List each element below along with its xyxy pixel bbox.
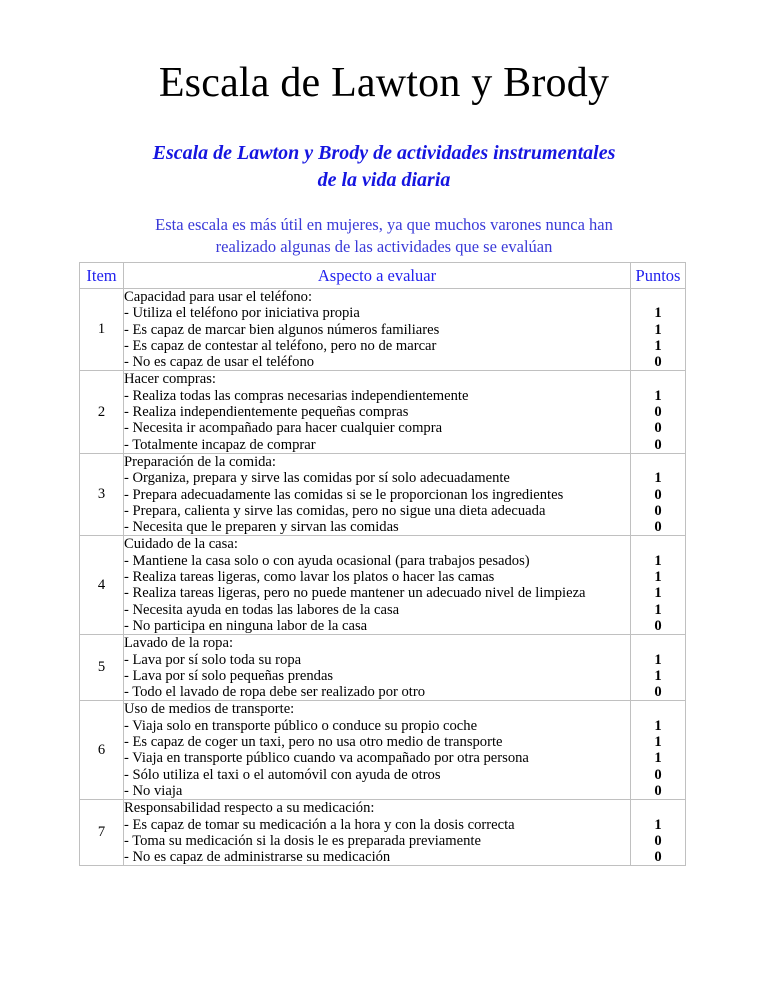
table-row [80, 371, 686, 453]
aspect-option: - Mantiene la casa solo o con ayuda ocasional (para trabajos pesados) [124, 552, 530, 569]
aspect-heading: Capacidad para usar el teléfono: [124, 289, 313, 305]
aspect-option: - Organiza, prepara y sirve las comidas por sí solo adecuadamente [124, 470, 510, 487]
aspect-cell [124, 701, 631, 800]
table-row [80, 635, 686, 701]
aspect-option: - No es capaz de administrarse su medicación [124, 849, 391, 866]
document-note: Esta escala es más útil en mujeres, ya que muchos varones nunca han realizado algunas de las actividades que se evalúan [155, 215, 613, 256]
aspect-option: - Lava por sí solo toda su ropa [124, 651, 302, 668]
point-value: 1 [654, 337, 662, 354]
aspect-option: - Es capaz de marcar bien algunos números familiares [124, 321, 440, 338]
aspect-option: - Es capaz de coger un taxi, pero no usa otro medio de transporte [124, 734, 503, 751]
point-value: 0 [654, 519, 662, 536]
point-value: 1 [654, 667, 662, 684]
points-cell [631, 371, 686, 453]
point-value: 0 [654, 832, 662, 849]
aspect-option: - Viaja en transporte público cuando va acompañado por otra persona [124, 750, 529, 767]
point-value: 1 [654, 321, 662, 338]
aspect-cell [124, 800, 631, 866]
aspect-option: - Realiza tareas ligeras, pero no puede mantener un adecuado nivel de limpieza [124, 585, 586, 602]
document-subtitle: Escala de Lawton y Brody de actividades instrumentales de la vida diaria [152, 142, 616, 192]
point-value: 0 [654, 502, 662, 519]
table-header [80, 263, 686, 289]
point-value: 0 [654, 404, 662, 421]
point-value: 1 [654, 601, 662, 618]
table-row [80, 453, 686, 535]
aspect-option: - Utiliza el teléfono por iniciativa propia [124, 305, 360, 322]
item-number: 7 [80, 800, 124, 866]
aspect-option: - Realiza todas las compras necesarias independientemente [124, 387, 469, 404]
column-header-item: Item [80, 263, 124, 289]
aspect-cell [124, 289, 631, 371]
aspect-option: - Realiza independientemente pequeñas compras [124, 404, 409, 421]
aspect-heading: Uso de medios de transporte: [124, 701, 295, 718]
aspect-option: - Totalmente incapaz de comprar [124, 436, 316, 453]
column-header-aspect: Aspecto a evaluar [124, 263, 631, 289]
aspect-option: - Lava por sí solo pequeñas prendas [124, 667, 334, 684]
aspect-option: - Prepara adecuadamente las comidas si se le proporcionan los ingredientes [124, 486, 564, 503]
aspect-option: - Sólo utiliza el taxi o el automóvil con ayuda de otros [124, 766, 441, 783]
point-value: 1 [654, 717, 662, 734]
point-value: 0 [654, 617, 662, 634]
aspect-option: - Es capaz de tomar su medicación a la hora y con la dosis correcta [124, 816, 515, 833]
aspect-option: - No es capaz de usar el teléfono [124, 354, 315, 371]
point-value: 1 [654, 387, 662, 404]
aspect-option: - Necesita ir acompañado para hacer cualquier compra [124, 420, 443, 437]
points-cell [631, 800, 686, 866]
aspect-option: - Todo el lavado de ropa debe ser realizado por otro [124, 684, 426, 701]
point-value: 1 [654, 734, 662, 751]
points-cell [631, 536, 686, 635]
aspect-option: - Toma su medicación si la dosis le es preparada previamente [124, 832, 481, 849]
point-value: 1 [654, 470, 662, 487]
aspect-heading: Preparación de la comida: [124, 453, 276, 470]
point-value: 0 [654, 420, 662, 437]
item-number: 4 [80, 536, 124, 635]
points-cell [631, 453, 686, 535]
item-number: 1 [80, 289, 124, 371]
lawton-brody-scale-table [79, 262, 686, 866]
point-value: 1 [654, 585, 662, 602]
table-row [80, 289, 686, 371]
point-value: 1 [654, 816, 662, 833]
point-value: 0 [654, 766, 662, 783]
table-body [80, 289, 686, 866]
aspect-heading: Cuidado de la casa: [124, 536, 238, 553]
aspect-option: - Necesita que le preparen y sirvan las comidas [124, 519, 399, 536]
point-value: 0 [654, 486, 662, 503]
points-cell [631, 289, 686, 371]
aspect-cell [124, 453, 631, 535]
aspect-heading: Lavado de la ropa: [124, 635, 233, 652]
aspect-option: - Es capaz de contestar al teléfono, pero no de marcar [124, 337, 437, 354]
item-number: 5 [80, 635, 124, 701]
point-value: 1 [654, 750, 662, 767]
aspect-option: - No participa en ninguna labor de la casa [124, 617, 368, 634]
point-value: 0 [654, 782, 662, 799]
aspect-cell [124, 635, 631, 701]
aspect-heading: Hacer compras: [124, 371, 216, 388]
table-header-row [80, 263, 686, 289]
point-value: 0 [654, 436, 662, 453]
point-value: 1 [654, 552, 662, 569]
table-row [80, 701, 686, 800]
page-title: Escala de Lawton y Brody [158, 60, 610, 106]
table-row [80, 800, 686, 866]
point-value: 0 [654, 354, 662, 371]
item-number: 2 [80, 371, 124, 453]
point-value: 1 [654, 569, 662, 586]
aspect-option: - Prepara, calienta y sirve las comidas, pero no sigue una dieta adecuada [124, 502, 546, 519]
table-row [80, 536, 686, 635]
aspect-option: - Viaja solo en transporte público o conduce su propio coche [124, 717, 478, 734]
points-cell [631, 701, 686, 800]
aspect-cell [124, 536, 631, 635]
point-value: 1 [654, 305, 662, 322]
aspect-option: - Necesita ayuda en todas las labores de la casa [124, 601, 400, 618]
aspect-option: - No viaja [124, 782, 183, 799]
item-number: 6 [80, 701, 124, 800]
point-value: 1 [654, 651, 662, 668]
point-value: 0 [654, 684, 662, 701]
scale-table-container [79, 262, 685, 866]
points-cell [631, 635, 686, 701]
aspect-heading: Responsabilidad respecto a su medicación: [124, 800, 375, 817]
item-number: 3 [80, 453, 124, 535]
aspect-cell [124, 371, 631, 453]
column-header-points: Puntos [631, 263, 686, 289]
point-value: 0 [654, 849, 662, 866]
aspect-option: - Realiza tareas ligeras, como lavar los platos o hacer las camas [124, 569, 495, 586]
